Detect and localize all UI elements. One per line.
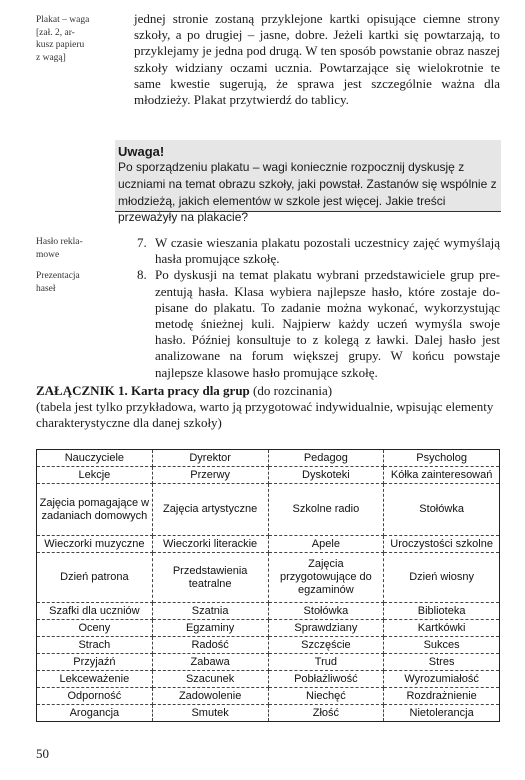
- table-cell: Stres: [384, 654, 500, 671]
- table-cell: Odporność: [37, 688, 153, 705]
- margin-note-line: Hasło rekla-: [36, 237, 83, 247]
- table-row: [37, 637, 500, 654]
- table-cell: Szatnia: [152, 603, 268, 620]
- margin-note-line: Prezentacja: [36, 271, 80, 281]
- margin-note-poster: [36, 14, 112, 64]
- table-row: [37, 671, 500, 688]
- table-cell: Arogancja: [37, 705, 153, 722]
- table-cell: Szkolne radio: [268, 484, 384, 536]
- table-row: [37, 484, 500, 536]
- table-row: [37, 654, 500, 671]
- worksheet-table: [36, 449, 500, 722]
- table-cell: Oceny: [37, 620, 153, 637]
- table-row: [37, 603, 500, 620]
- table-cell: Niechęć: [268, 688, 384, 705]
- table-cell: Dzień wiosny: [384, 553, 500, 603]
- table-cell: Dyrektor: [152, 450, 268, 467]
- table-row: [37, 467, 500, 484]
- table-cell: Zajęcia przygotowujące do egzaminów: [268, 553, 384, 603]
- callout-box: [115, 140, 501, 225]
- table-cell: Sukces: [384, 637, 500, 654]
- list-item: [134, 235, 500, 267]
- table-cell: Szafki dla uczniów: [37, 603, 153, 620]
- table-cell: Psycholog: [384, 450, 500, 467]
- table-row: [37, 705, 500, 722]
- table-cell: Trud: [268, 654, 384, 671]
- table-row: [37, 553, 500, 603]
- table-cell: Wieczorki muzyczne: [37, 536, 153, 553]
- table-cell: Sprawdziany: [268, 620, 384, 637]
- table-cell: Strach: [37, 637, 153, 654]
- table-cell: Nauczyciele: [37, 450, 153, 467]
- table-cell: Dzień patrona: [37, 553, 153, 603]
- list-item: [134, 267, 500, 380]
- page-number: 50: [36, 746, 49, 761]
- table-cell: Radość: [152, 637, 268, 654]
- margin-note-line: kusz papieru: [36, 40, 85, 50]
- table-cell: Kartkówki: [384, 620, 500, 637]
- margin-note-presentation: [36, 270, 112, 295]
- margin-note-line: mowe: [36, 249, 60, 260]
- table-cell: Kółka zainteresowań: [384, 467, 500, 484]
- margin-note-line: haseł: [36, 283, 56, 294]
- table-cell: Szacunek: [152, 671, 268, 688]
- table-cell: Apele: [268, 536, 384, 553]
- appendix-section: [36, 383, 501, 431]
- table-cell: Zabawa: [152, 654, 268, 671]
- step-number: 8.: [137, 267, 147, 283]
- table-cell: Przedstawienia teatralne: [152, 553, 268, 603]
- table-cell: Dyskoteki: [268, 467, 384, 484]
- table-row: [37, 688, 500, 705]
- table-cell: Stołówka: [384, 484, 500, 536]
- table-cell: Zajęcia pomagające w zadaniach domowych: [37, 484, 153, 536]
- steps-list: [134, 235, 500, 381]
- table-cell: Wieczorki literackie: [152, 536, 268, 553]
- appendix-heading-note: (do rozcinania): [253, 383, 333, 398]
- table-cell: Uroczystości szkolne: [384, 536, 500, 553]
- table-cell: Wyrozumiałość: [384, 671, 500, 688]
- table-cell: Przyjaźń: [37, 654, 153, 671]
- table-cell: Pobłażliwość: [268, 671, 384, 688]
- step-text: W czasie wieszania plakatu pozostali uczestnicy zajęć wymyślają hasła promujące szkołę.: [155, 235, 500, 267]
- table-cell: Rozdrażnienie: [384, 688, 500, 705]
- table-row: [37, 450, 500, 467]
- table-cell: Smutek: [152, 705, 268, 722]
- callout-title: Uwaga!: [118, 144, 165, 159]
- appendix-heading: ZAŁĄCZNIK 1. Karta pracy dla grup: [36, 383, 250, 398]
- table-cell: Stołówka: [268, 603, 384, 620]
- table-cell: Przerwy: [152, 467, 268, 484]
- callout-text: Po sporządzeniu plakatu – wagi koniecznie rozpocznij dyskusję z uczniami na temat obrazu szkoły, jaki powstał. Zastanów się wspólnie z młodzieżą, jakich elementów w szkole jest więcej. Jakie treści przeważyły na plakacie?: [118, 160, 497, 225]
- table-cell: Zadowolenie: [152, 688, 268, 705]
- margin-note-line: Plakat – waga: [36, 15, 90, 25]
- table-cell: Egzaminy: [152, 620, 268, 637]
- margin-note-line: z wagą]: [36, 52, 66, 63]
- table-cell: Nietolerancja: [384, 705, 500, 722]
- table-cell: Zajęcia artystyczne: [152, 484, 268, 536]
- table-cell: Lekceważenie: [37, 671, 153, 688]
- table-row: [37, 620, 500, 637]
- margin-note-slogan: [36, 236, 112, 261]
- table-cell: Szczęście: [268, 637, 384, 654]
- intro-paragraph: jednej stronie zostaną przyklejone kartki opisujące ciemne strony szkoły, a po drugiej – jasne, dobre. Jeżeli kartki się powtarzają, to przyklejamy je jedna pod drugą. W ten sposób powstanie obraz naszej szkoły widziany oczami ucznia. Powtarzające się wielokrotnie te same kwestie sugerują, że sprawa jest szczególnie ważna dla młodzieży. Plakat przytwierdź do tablicy.: [134, 11, 500, 108]
- margin-note-line: [zał. 2, ar-: [36, 27, 75, 38]
- table-cell: Biblioteka: [384, 603, 500, 620]
- table-cell: Lekcje: [37, 467, 153, 484]
- table-cell: Złość: [268, 705, 384, 722]
- appendix-description: (tabela jest tylko przykładowa, warto ją przygotować indywidualnie, wpisując elementy charakterystyczne dla danej szkoły): [36, 399, 494, 430]
- table-cell: Pedagog: [268, 450, 384, 467]
- step-number: 7.: [137, 235, 147, 250]
- table-row: [37, 536, 500, 553]
- step-text: Po dyskusji na temat plakatu wybrani przedstawiciele grup prezentują hasła. Klasa wybiera najlepsze hasło, które zostaje dopisane do plakatu. To zadanie można wykonać, wykorzystując metodę śnieżnej kuli. Najpierw każdy uczeń wymyśla swoje hasło. Później konsultuje to z kolegą z ławki. Dalej hasło jest analizowane na forum większej grupy. W końcu powstaje najlepsze klasowe hasło promujące szkołę.: [155, 267, 500, 380]
